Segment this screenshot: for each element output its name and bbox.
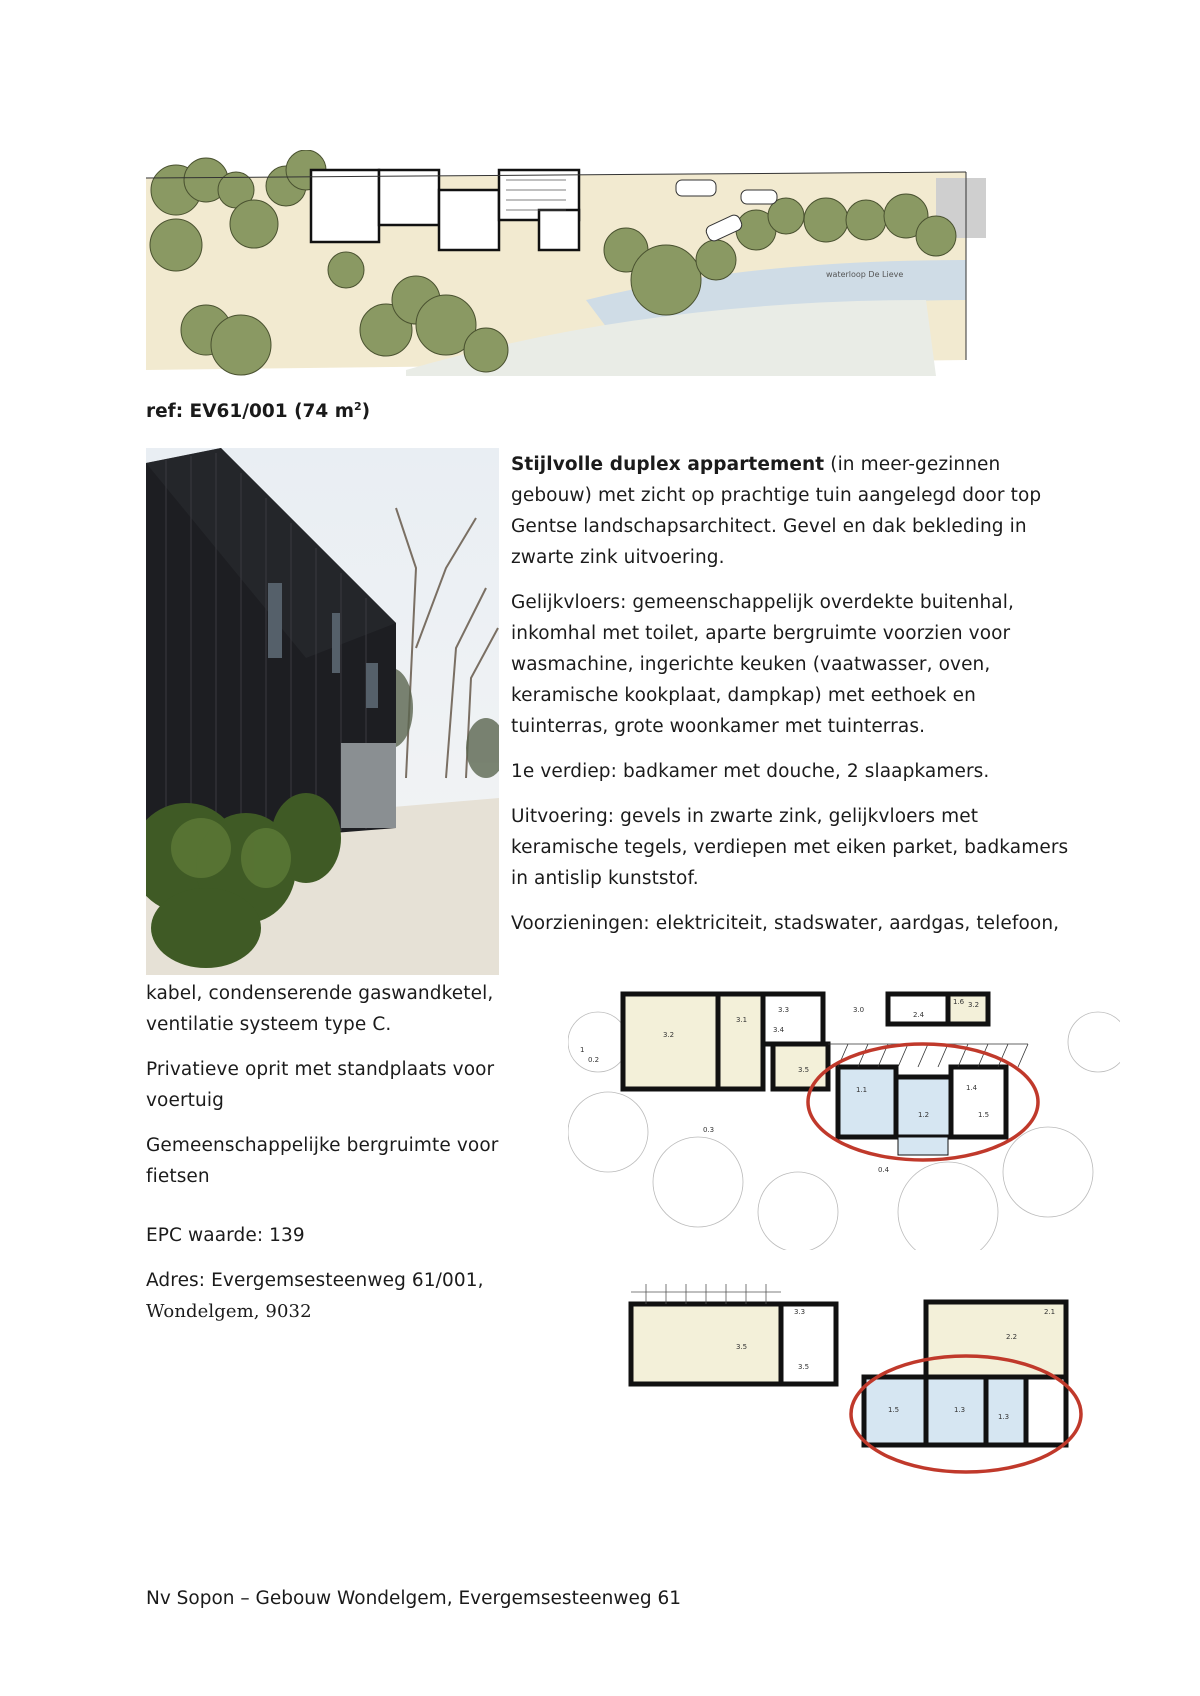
label-room-13a: 1.3 [954, 1406, 966, 1414]
label-room-02: 0.2 [588, 1056, 600, 1064]
address-line-1: Adres: Evergemsesteenweg 61/001, [146, 1270, 484, 1291]
reference-prefix: ref: EV61/001 (74 m [146, 401, 354, 423]
ground-floor-plan [568, 982, 1120, 1250]
label-room-01: 1 [580, 1046, 585, 1054]
label-room-33: 3.3 [778, 1006, 790, 1014]
facilities-paragraph-end: kabel, condenserende gaswandketel, ventilatie systeem type C. [146, 983, 494, 1035]
facilities-paragraph-start: Voorzieningen: elektriciteit, stadswater, aardgas, telefoon, [511, 913, 1060, 934]
label-room-14: 1.4 [966, 1084, 978, 1092]
label-room-33: 3.3 [794, 1308, 806, 1316]
description-right [511, 449, 1071, 939]
address-line-2: Wondelgem, 9032 [146, 1301, 312, 1322]
label-room-12: 1.2 [918, 1111, 930, 1119]
building-photo [146, 448, 499, 975]
reference-superscript: 2 [354, 400, 362, 413]
label-room-21: 2.1 [1044, 1308, 1056, 1316]
intro-text: (in meer-gezinnen gebouw) met zicht op prachtige tuin aangelegd door top Gentse landschapsarchitect. Gevel en dak bekleding in zwarte zink uitvoering. [511, 454, 1042, 568]
epc-paragraph: EPC waarde: 139 [146, 1225, 305, 1246]
first-floor-plan [626, 1284, 1106, 1524]
description-left [146, 978, 506, 1327]
reference-heading [146, 400, 370, 422]
finish-paragraph: Uitvoering: gevels in zwarte zink, gelijkvloers met keramische tegels, verdiepen met eiken parket, badkamers in antislip kunststof. [511, 806, 1069, 889]
waterloop-label: waterloop De Lieve [826, 270, 904, 279]
label-room-32a: 3.2 [663, 1031, 675, 1039]
label-room-15: 1.5 [978, 1111, 990, 1119]
label-room-04: 0.4 [878, 1166, 890, 1174]
label-room-24: 2.4 [913, 1011, 925, 1019]
intro-paragraph [511, 449, 1071, 573]
label-room-34: 3.4 [773, 1026, 785, 1034]
label-room-03: 0.3 [703, 1126, 715, 1134]
label-room-22: 2.2 [1006, 1333, 1018, 1341]
label-room-35b: 3.5 [798, 1363, 810, 1371]
ground-floor-paragraph: Gelijkvloers: gemeenschappelijk overdekte buitenhal, inkomhal met toilet, aparte bergruimte voorzien voor wasmachine, ingerichte keuken (vaatwasser, oven, keramische kookplaat, dampkap) met eethoek en tuinterras, grote woonkamer met tuinterras. [511, 592, 1014, 737]
label-room-11: 1.1 [856, 1086, 868, 1094]
label-room-30: 3.0 [853, 1006, 865, 1014]
label-room-32b: 3.2 [968, 1001, 980, 1009]
label-room-16: 1.6 [953, 998, 965, 1006]
label-room-13b: 1.3 [998, 1413, 1010, 1421]
label-room-31: 3.1 [736, 1016, 748, 1024]
label-room-35a: 3.5 [736, 1343, 748, 1351]
storage-paragraph: Gemeenschappelijke bergruimte voor fietsen [146, 1135, 499, 1187]
label-room-15: 1.5 [888, 1406, 900, 1414]
site-plan-image [146, 150, 1046, 376]
page-footer: Nv Sopon – Gebouw Wondelgem, Evergemsesteenweg 61 [146, 1588, 681, 1609]
reference-suffix: ) [361, 401, 371, 423]
intro-bold: Stijlvolle duplex appartement [511, 454, 825, 475]
label-room-35: 3.5 [798, 1066, 810, 1074]
driveway-paragraph: Privatieve oprit met standplaats voor voertuig [146, 1059, 495, 1111]
first-floor-paragraph: 1e verdiep: badkamer met douche, 2 slaapkamers. [511, 761, 990, 782]
